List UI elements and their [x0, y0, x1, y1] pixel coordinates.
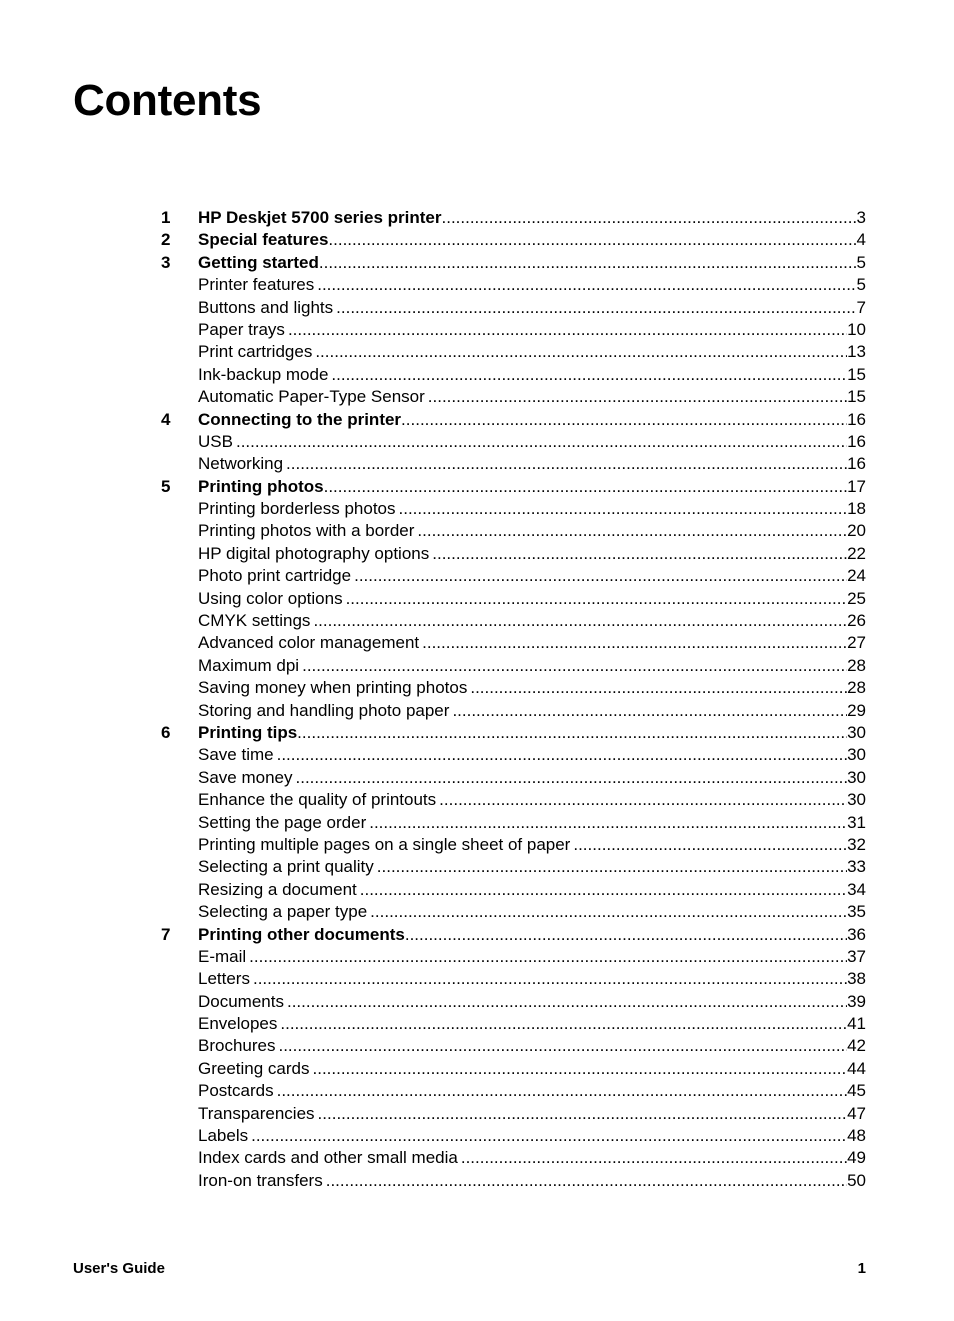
toc-dot-leader	[280, 1013, 847, 1035]
toc-dot-leader	[442, 207, 857, 229]
toc-page-number: 20	[847, 521, 866, 541]
toc-dot-leader	[331, 364, 847, 386]
toc-chapter-entry[interactable]	[161, 924, 866, 946]
toc-chapter-entry[interactable]	[161, 722, 866, 744]
toc-section-entry[interactable]	[161, 498, 866, 520]
toc-dot-leader	[302, 655, 847, 677]
toc-entry-title: Automatic Paper-Type Sensor	[198, 387, 425, 407]
toc-page-number: 29	[847, 700, 866, 720]
toc-section-entry[interactable]	[161, 453, 866, 475]
toc-section-entry[interactable]	[161, 297, 866, 319]
toc-page-number: 4	[856, 230, 866, 250]
toc-page-number: 47	[847, 1103, 866, 1123]
toc-page-number: 26	[847, 611, 866, 631]
toc-section-entry[interactable]	[161, 364, 866, 386]
toc-chapter-entry[interactable]	[161, 229, 866, 251]
toc-entry-title: Transparencies	[198, 1103, 315, 1123]
toc-entry-title: Index cards and other small media	[198, 1148, 458, 1168]
toc-dot-leader	[401, 409, 847, 431]
toc-page-number: 31	[847, 812, 866, 832]
toc-dot-leader	[318, 1103, 848, 1125]
toc-page-number: 5	[856, 252, 866, 272]
toc-chapter-entry[interactable]	[161, 252, 866, 274]
toc-section-entry[interactable]	[161, 274, 866, 296]
toc-page-number: 38	[847, 969, 866, 989]
toc-section-entry[interactable]	[161, 565, 866, 587]
toc-entry-title: Advanced color management	[198, 633, 420, 653]
toc-section-entry[interactable]	[161, 991, 866, 1013]
toc-chapter-entry[interactable]	[161, 409, 866, 431]
toc-section-entry[interactable]	[161, 1013, 866, 1035]
toc-entry-title: Greeting cards	[198, 1058, 310, 1078]
toc-entry-title: Print cartridges	[198, 342, 313, 362]
toc-chapter-number: 4	[161, 409, 171, 429]
toc-dot-leader	[297, 722, 847, 744]
toc-page-number: 7	[856, 297, 866, 317]
toc-page-number: 3	[856, 208, 866, 227]
toc-entry-title: Printing multiple pages on a single sheet of paper	[198, 834, 571, 854]
toc-dot-leader	[439, 789, 847, 811]
toc-dot-leader	[377, 856, 847, 878]
toc-chapter-number: 5	[161, 476, 171, 496]
toc-dot-leader	[573, 834, 847, 856]
toc-dot-leader	[253, 968, 847, 990]
toc-entry-title: HP Deskjet 5700 series printer	[198, 208, 442, 227]
toc-chapter-entry[interactable]	[161, 207, 866, 229]
toc-entry-title: Photo print cartridge	[198, 566, 352, 586]
toc-dot-leader	[399, 498, 848, 520]
toc-section-entry[interactable]	[161, 677, 866, 699]
toc-page-number: 32	[847, 834, 866, 854]
toc-entry-title: Printer features	[198, 275, 315, 295]
toc-page-number: 30	[847, 767, 866, 787]
toc-section-entry[interactable]	[161, 1058, 866, 1080]
toc-page-number: 25	[847, 588, 866, 608]
toc-section-entry[interactable]	[161, 700, 866, 722]
toc-entry-title: HP digital photography options	[198, 543, 430, 563]
toc-entry-title: Save time	[198, 745, 274, 765]
toc-dot-leader	[470, 677, 847, 699]
toc-section-entry[interactable]	[161, 834, 866, 856]
toc-chapter-number: 7	[161, 924, 171, 944]
toc-entry-title: Saving money when printing photos	[198, 678, 468, 698]
toc-page-number: 5	[856, 275, 866, 295]
toc-entry-title: Postcards	[198, 1081, 274, 1101]
toc-section-entry[interactable]	[161, 1080, 866, 1102]
toc-section-entry[interactable]	[161, 1170, 866, 1192]
footer-page-number: 1	[857, 1260, 866, 1277]
toc-dot-leader	[360, 879, 847, 901]
toc-section-entry[interactable]	[161, 789, 866, 811]
toc-section-entry[interactable]	[161, 588, 866, 610]
toc-dot-leader	[336, 297, 856, 319]
toc-page-number: 10	[847, 319, 866, 339]
toc-page-number: 34	[847, 879, 866, 899]
toc-page-number: 24	[847, 566, 866, 586]
toc-dot-leader	[315, 341, 847, 363]
toc-entry-title: Ink-backup mode	[198, 364, 329, 384]
toc-dot-leader	[428, 386, 847, 408]
toc-section-entry[interactable]	[161, 901, 866, 923]
toc-entry-title: Printing photos with a border	[198, 521, 415, 541]
toc-dot-leader	[236, 431, 847, 453]
toc-dot-leader	[369, 812, 847, 834]
toc-entry-title: Using color options	[198, 588, 343, 608]
toc-section-entry[interactable]	[161, 341, 866, 363]
toc-page-number: 33	[847, 857, 866, 877]
toc-section-entry[interactable]	[161, 520, 866, 542]
toc-entry-title: Letters	[198, 969, 250, 989]
toc-dot-leader	[319, 252, 857, 274]
toc-page-number: 36	[847, 924, 866, 944]
toc-section-entry[interactable]	[161, 632, 866, 654]
toc-section-entry[interactable]	[161, 543, 866, 565]
toc-dot-leader	[277, 744, 847, 766]
toc-entry-title: Storing and handling photo paper	[198, 700, 450, 720]
toc-section-entry[interactable]	[161, 1125, 866, 1147]
toc-entry-title: Save money	[198, 767, 293, 787]
toc-entry-title: Brochures	[198, 1036, 276, 1056]
toc-dot-leader	[287, 991, 847, 1013]
toc-entry-title: Special features	[198, 230, 329, 250]
toc-entry-title: Networking	[198, 454, 284, 474]
toc-chapter-number: 2	[161, 230, 171, 250]
toc-entry-title: Maximum dpi	[198, 655, 300, 675]
toc-section-entry[interactable]	[161, 1035, 866, 1057]
toc-entry-title: Enhance the quality of printouts	[198, 790, 437, 810]
toc-page-number: 13	[847, 342, 866, 362]
toc-page-number: 50	[847, 1170, 866, 1190]
toc-dot-leader	[251, 1125, 847, 1147]
toc-page-number: 48	[847, 1126, 866, 1146]
toc-page-number: 15	[847, 364, 866, 384]
toc-section-entry[interactable]	[161, 1147, 866, 1169]
toc-entry-title: E-mail	[198, 946, 247, 966]
toc-section-entry[interactable]	[161, 1103, 866, 1125]
toc-chapter-entry[interactable]	[161, 476, 866, 498]
page-title: Contents	[73, 76, 262, 125]
toc-entry-title: Printing photos	[198, 476, 324, 496]
toc-dot-leader	[288, 319, 847, 341]
toc-dot-leader	[328, 229, 856, 251]
toc-entry-title: Documents	[198, 991, 284, 1011]
toc-page-number: 16	[847, 431, 866, 451]
toc-page-number: 30	[847, 745, 866, 765]
toc-page-number: 42	[847, 1036, 866, 1056]
toc-dot-leader	[286, 453, 847, 475]
toc-page-number: 28	[847, 678, 866, 698]
toc-entry-title: Printing other documents	[198, 924, 405, 944]
table-of-contents	[161, 207, 866, 1192]
toc-page-number: 22	[847, 543, 866, 563]
toc-dot-leader	[313, 1058, 848, 1080]
toc-dot-leader	[277, 1080, 847, 1102]
toc-section-entry[interactable]	[161, 431, 866, 453]
toc-page-number: 30	[847, 790, 866, 810]
toc-entry-title: Setting the page order	[198, 812, 367, 832]
toc-page-number: 45	[847, 1081, 866, 1101]
toc-page-number: 16	[847, 409, 866, 429]
toc-entry-title: Iron-on transfers	[198, 1170, 323, 1190]
toc-section-entry[interactable]	[161, 946, 866, 968]
toc-dot-leader	[249, 946, 847, 968]
toc-page-number: 39	[847, 991, 866, 1011]
toc-entry-title: Printing tips	[198, 722, 298, 742]
toc-entry-title: Buttons and lights	[198, 297, 334, 317]
toc-entry-title: Labels	[198, 1126, 249, 1146]
toc-entry-title: Resizing a document	[198, 879, 357, 899]
toc-dot-leader	[313, 610, 847, 632]
toc-entry-title: Selecting a print quality	[198, 857, 374, 877]
toc-page-number: 37	[847, 946, 866, 966]
toc-dot-leader	[422, 632, 847, 654]
toc-section-entry[interactable]	[161, 655, 866, 677]
toc-section-entry[interactable]	[161, 767, 866, 789]
toc-entry-title: Paper trays	[198, 319, 285, 339]
toc-dot-leader	[432, 543, 847, 565]
toc-page-number: 44	[847, 1058, 866, 1078]
toc-section-entry[interactable]	[161, 744, 866, 766]
toc-dot-leader	[461, 1147, 847, 1169]
toc-dot-leader	[324, 476, 847, 498]
toc-section-entry[interactable]	[161, 386, 866, 408]
toc-dot-leader	[346, 588, 848, 610]
toc-entry-title: Envelopes	[198, 1014, 278, 1034]
toc-dot-leader	[405, 924, 847, 946]
toc-entry-title: Getting started	[198, 252, 319, 272]
toc-page-number: 16	[847, 454, 866, 474]
toc-page-number: 18	[847, 499, 866, 519]
toc-entry-title: Selecting a paper type	[198, 902, 368, 922]
toc-section-entry[interactable]	[161, 319, 866, 341]
toc-section-entry[interactable]	[161, 610, 866, 632]
toc-entry-title: USB	[198, 431, 233, 451]
toc-dot-leader	[370, 901, 847, 923]
toc-page-number: 27	[847, 633, 866, 653]
toc-chapter-number: 6	[161, 722, 171, 742]
toc-dot-leader	[354, 565, 847, 587]
toc-section-entry[interactable]	[161, 812, 866, 834]
toc-dot-leader	[278, 1035, 847, 1057]
toc-dot-leader	[296, 767, 848, 789]
toc-page-number: 30	[847, 722, 866, 742]
toc-page-number: 35	[847, 902, 866, 922]
toc-entry-title: CMYK settings	[198, 611, 311, 631]
toc-section-entry[interactable]	[161, 968, 866, 990]
toc-entry-title: Connecting to the printer	[198, 409, 402, 429]
toc-dot-leader	[326, 1170, 847, 1192]
toc-page-number: 41	[847, 1014, 866, 1034]
toc-section-entry[interactable]	[161, 879, 866, 901]
toc-entry-title: Printing borderless photos	[198, 499, 396, 519]
toc-section-entry[interactable]	[161, 856, 866, 878]
toc-chapter-number: 3	[161, 252, 171, 272]
toc-dot-leader	[417, 520, 847, 542]
toc-chapter-number: 1	[161, 208, 171, 227]
toc-dot-leader	[452, 700, 847, 722]
toc-dot-leader	[317, 274, 856, 296]
toc-page-number: 17	[847, 476, 866, 496]
toc-page-number: 28	[847, 655, 866, 675]
toc-page-number: 49	[847, 1148, 866, 1168]
toc-page-number: 15	[847, 387, 866, 407]
footer-guide-title: User's Guide	[73, 1260, 165, 1277]
